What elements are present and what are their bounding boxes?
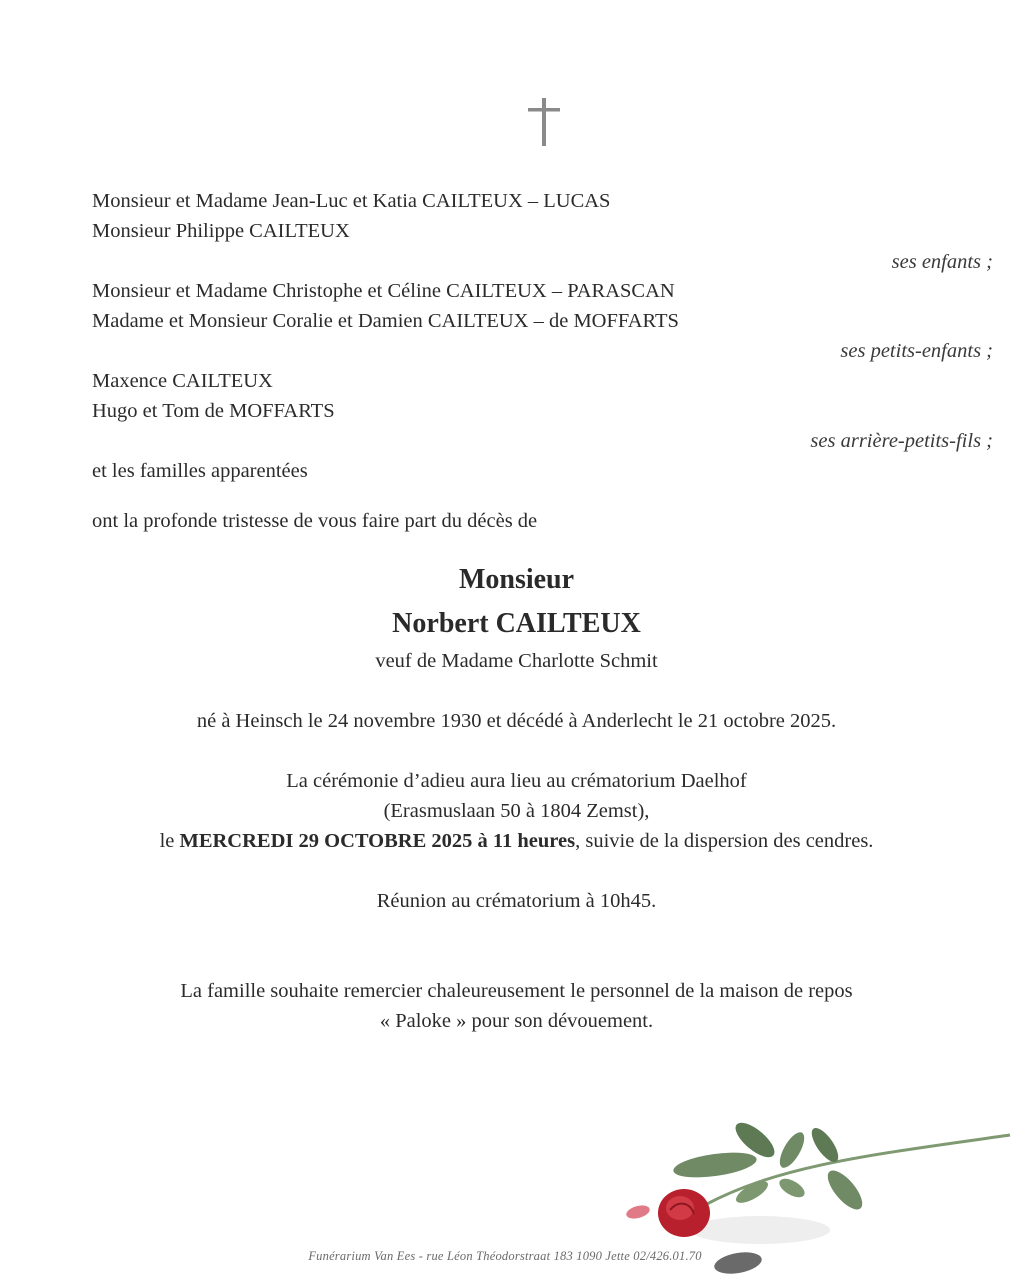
cross-icon: [524, 96, 564, 148]
meeting-line: Réunion au crématorium à 10h45.: [376, 890, 657, 912]
relatives-line: et les familles apparentées: [92, 460, 308, 482]
ceremony-suffix: , suivie de la dispersion des cendres.: [575, 830, 874, 852]
greatgrandchildren-line-1: Maxence CAILTEUX: [92, 370, 273, 392]
ceremony-prefix: le: [159, 830, 180, 852]
children-line-2: Monsieur Philippe CAILTEUX: [92, 220, 350, 242]
greatgrandchildren-role: ses arrière-petits-fils ;: [810, 430, 993, 452]
grandchildren-line-2: Madame et Monsieur Coralie et Damien CAILTEUX – de MOFFARTS: [92, 310, 679, 332]
ceremony-line-3: [0, 830, 1033, 853]
grandchildren-line-1: Monsieur et Madame Christophe et Céline CAILTEUX – PARASCAN: [92, 280, 675, 302]
deceased-widower: veuf de Madame Charlotte Schmit: [375, 650, 658, 672]
deceased-title: Monsieur: [458, 564, 575, 595]
grandchildren-role: ses petits-enfants ;: [840, 340, 993, 362]
thanks-line-2: « Paloke » pour son dévouement.: [379, 1010, 654, 1032]
children-role: ses enfants ;: [891, 251, 993, 273]
children-line-1: Monsieur et Madame Jean-Luc et Katia CAILTEUX – LUCAS: [92, 190, 611, 212]
deceased-name: Norbert CAILTEUX: [392, 608, 641, 639]
birth-death-line: né à Heinsch le 24 novembre 1930 et décédé à Anderlecht le 21 octobre 2025.: [196, 710, 837, 732]
thanks-line-1: La famille souhaite remercier chaleureusement le personnel de la maison de repos: [180, 980, 853, 1002]
ceremony-date: MERCREDI 29 OCTOBRE 2025 à 11 heures: [179, 830, 576, 852]
greatgrandchildren-line-2: Hugo et Tom de MOFFARTS: [92, 400, 335, 422]
announcement-line: ont la profonde tristesse de vous faire part du décès de: [92, 510, 538, 532]
ceremony-line-2: (Erasmuslaan 50 à 1804 Zemst),: [383, 800, 650, 822]
funeral-home-footer: Funérarium Van Ees - rue Léon Théodorstraat 183 1090 Jette 02/426.01.70: [308, 1249, 702, 1263]
ceremony-line-1: La cérémonie d’adieu aura lieu au crématorium Daelhof: [286, 770, 747, 792]
